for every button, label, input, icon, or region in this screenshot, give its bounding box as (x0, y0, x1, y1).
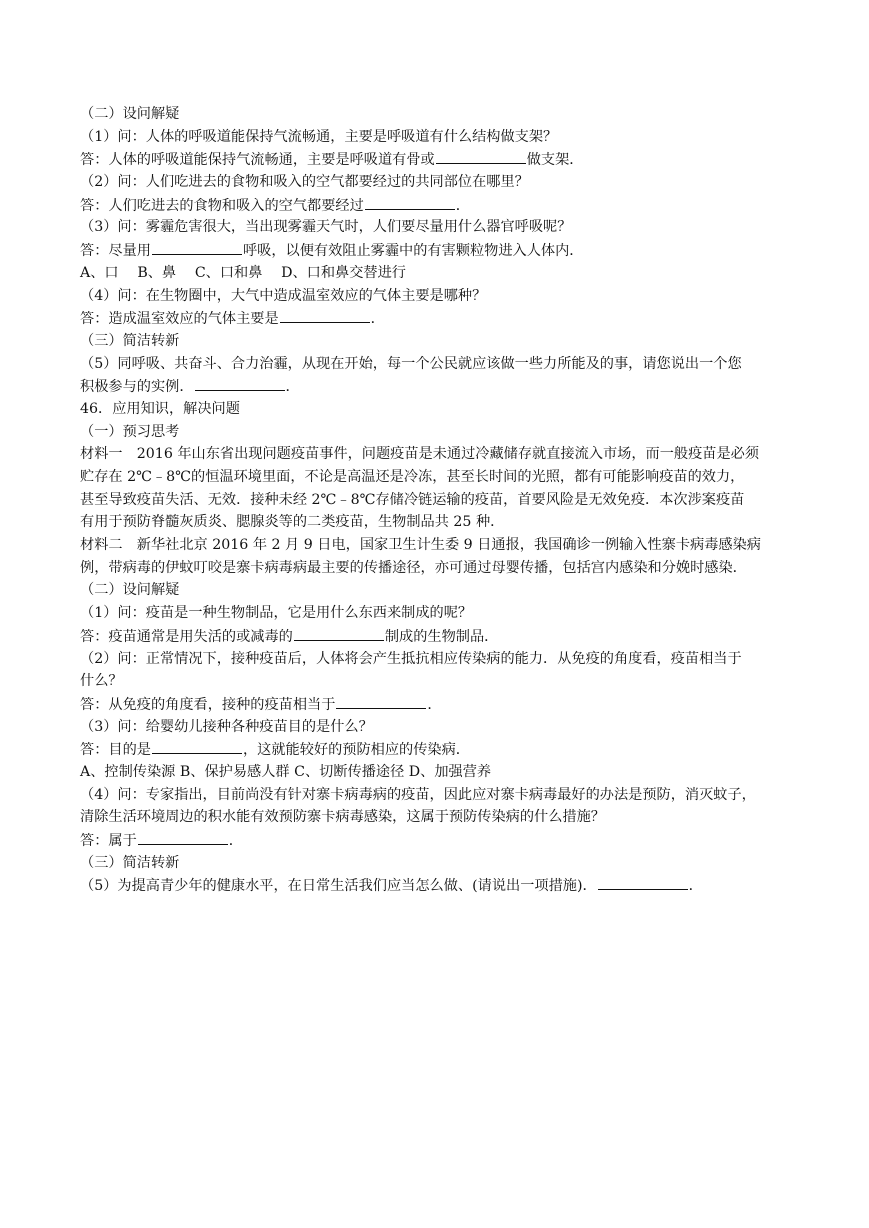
answer-blank[interactable] (294, 625, 384, 641)
text-line (80, 353, 792, 376)
text-line (80, 806, 792, 829)
line-text: 材料一 2016 年山东省出现问题疫苗事件，问题疫苗是未通过冷藏储存就直接流入市场，而一般疫苗是必须 (80, 446, 760, 463)
line-text: 材料二 新华社北京 2016 年 2 月 9 日电，国家卫生计生委 9 日通报，我国确诊一例输入性寨卡病毒感染病 (80, 537, 761, 554)
line-text: ． (688, 878, 703, 895)
line-text: （1）问：人体的呼吸道能保持气流畅通，主要是呼吸道有什么结构做支架？ (80, 128, 558, 145)
text-line (80, 330, 792, 353)
line-text: 积极参与的实例． (80, 379, 194, 396)
text-line (80, 375, 792, 398)
line-text: （5）同呼吸、共奋斗、合力治霾，从现在开始，每一个公民就应该做一些力所能及的事，请您说出一个您 (80, 355, 742, 372)
text-line (80, 693, 792, 716)
line-text: 答：人们吃进去的食物和吸入的空气都要经过 (80, 197, 364, 214)
text-line (80, 443, 792, 466)
text-line (80, 579, 792, 602)
line-text: 做支架． (526, 152, 584, 169)
line-text: ． (455, 197, 470, 214)
line-text: 有用于预防脊髓灰质炎、腮腺炎等的二类疫苗，生物制品共 25 种． (80, 514, 505, 531)
line-text: 制成的生物制品． (384, 628, 499, 645)
text-line (80, 285, 792, 308)
line-text: （4）问：专家指出，目前尚没有针对寨卡病毒病的疫苗，因此应对寨卡病毒最好的办法是预防，消灭蚊子， (80, 786, 756, 803)
text-line (80, 670, 792, 693)
text-line (80, 534, 792, 557)
answer-blank[interactable] (598, 874, 688, 890)
line-text: 呼吸，以便有效阻止雾霾中的有害颗粒物进入人体内． (242, 243, 584, 260)
line-text: 例，带病毒的伊蚊叮咬是寨卡病毒病最主要的传播途径，亦可通过母婴传播，包括宫内感染和分娩时感染． (80, 559, 747, 576)
text-line (80, 171, 792, 194)
answer-blank[interactable] (280, 307, 370, 323)
text-line (80, 761, 792, 784)
text-line (80, 262, 792, 285)
line-text: 清除生活环境周边的积水能有效预防寨卡病毒感染，这属于预防传染病的什么措施？ (80, 809, 605, 826)
line-text: （1）问：疫苗是一种生物制品，它是用什么东西来制成的呢？ (80, 605, 473, 622)
line-text: 答：目的是 (80, 742, 151, 759)
line-text: （4）问：在生物圈中，大气中造成温室效应的气体主要是哪种？ (80, 287, 487, 304)
line-text: （三）简洁转新 (80, 854, 180, 871)
line-text: （二）设问解疑 (80, 582, 180, 599)
answer-blank[interactable] (365, 194, 455, 210)
text-line (80, 557, 792, 580)
text-line (80, 126, 792, 149)
answer-blank[interactable] (336, 693, 426, 709)
text-line (80, 829, 792, 852)
line-text: （5）为提高青少年的健康水平，在日常生活我们应当怎么做、(请说出一项措施)． (80, 878, 597, 895)
text-line (80, 511, 792, 534)
line-text: 答：属于 (80, 833, 137, 849)
answer-blank[interactable] (152, 738, 242, 754)
line-text: 46．应用知识，解决问题 (80, 400, 240, 417)
document-page (80, 103, 792, 897)
line-text: ． (427, 696, 442, 713)
text-line (80, 784, 792, 807)
text-line (80, 421, 792, 444)
line-text: （三）简洁转新 (80, 332, 180, 349)
text-line (80, 738, 792, 761)
text-line (80, 874, 792, 897)
line-text: （3）问：给婴幼儿接种各种疫苗目的是什么？ (80, 718, 373, 735)
line-text: 甚至导致疫苗失活、无效．接种未经 2℃﹣8℃存储冷链运输的疫苗，首要风险是无效免疫．本次涉案疫苗 (80, 491, 745, 508)
text-line (80, 216, 792, 239)
line-text: ． (370, 311, 385, 328)
text-line (80, 148, 792, 171)
line-text: （二）设问解疑 (80, 106, 180, 122)
text-line (80, 466, 792, 489)
line-text: （3）问：雾霾危害很大，当出现雾霾天气时，人们要尽量用什么器官呼吸呢？ (80, 219, 572, 236)
text-line (80, 602, 792, 625)
line-text: ． (285, 379, 300, 396)
answer-blank[interactable] (195, 375, 285, 391)
answer-blank[interactable] (138, 829, 228, 845)
line-text: 贮存在 2℃﹣8℃的恒温环境里面，不论是高温还是冷冻，甚至长时间的光照，都有可能影响疫苗的效力， (80, 469, 745, 485)
line-text: 什么？ (80, 673, 123, 690)
line-text: 答：人体的呼吸道能保持气流畅通，主要是呼吸道有骨或 (80, 152, 435, 169)
text-line (80, 398, 792, 421)
line-text: 答：疫苗通常是用失活的或减毒的 (80, 628, 293, 645)
text-line (80, 852, 792, 875)
line-text: 答：尽量用 (80, 243, 151, 260)
line-text: （2）问：人们吃进去的食物和吸入的空气都要经过的共同部位在哪里？ (80, 174, 529, 191)
line-text: 答：造成温室效应的气体主要是 (80, 311, 279, 328)
text-line (80, 103, 792, 126)
text-line (80, 648, 792, 671)
text-line (80, 489, 792, 512)
text-line (80, 625, 792, 648)
line-text: （一）预习思考 (80, 423, 180, 440)
line-text: ，这就能较好的预防相应的传染病． (242, 742, 470, 759)
line-text: A、控制传染源 B、保护易感人群 C、切断传播途径 D、加强营养 (80, 763, 492, 780)
text-line (80, 239, 792, 262)
answer-blank[interactable] (152, 239, 242, 255)
line-text: （2）问：正常情况下，接种疫苗后，人体将会产生抵抗相应传染病的能力．从免疫的角度看，疫苗相当于 (80, 650, 742, 667)
text-line (80, 307, 792, 330)
text-line (80, 194, 792, 217)
text-line (80, 716, 792, 739)
answer-blank[interactable] (436, 148, 526, 164)
line-text: 答：从免疫的角度看，接种的疫苗相当于 (80, 696, 336, 713)
line-text: A、口 B、鼻 C、口和鼻 D、口和鼻交替进行 (80, 264, 406, 281)
line-text: ． (228, 833, 243, 849)
